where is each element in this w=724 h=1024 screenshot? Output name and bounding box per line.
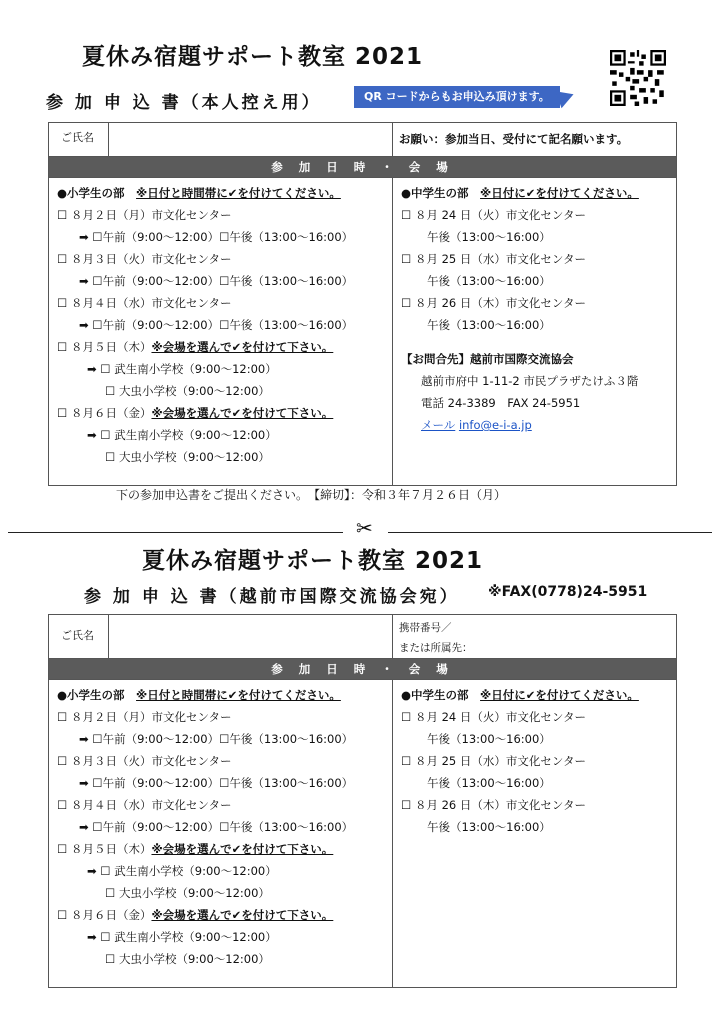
- bottom-venue-checkbox-omushi-aug6[interactable]: ☐ 大虫小学校（9:00～12:00）: [105, 952, 270, 966]
- cut-line-right: [388, 532, 712, 533]
- fax-number: ※FAX(0778)24-5951: [488, 584, 648, 600]
- junior-high-column: [393, 178, 677, 486]
- application-form-copy: [48, 122, 677, 486]
- contact-address: 越前市府中 1-11-2 市民プラザたけふ３階: [421, 374, 639, 388]
- date-checkbox-aug6[interactable]: ☐ ８月６日（金）: [57, 406, 152, 420]
- phone-label: 携帯番号／: [399, 622, 452, 634]
- bottom-date-checkbox-aug6[interactable]: ☐ ８月６日（金）: [57, 908, 152, 922]
- bottom-elementary-header: ●小学生の部: [57, 688, 125, 702]
- bottom-junior-high-note: ※日付に✔を付けてください。: [480, 688, 639, 702]
- date-checkbox-aug26[interactable]: ☐ ８月 26 日（木）市文化センター: [401, 296, 586, 310]
- qr-callout: QR コードからもお申込み頂けます。: [354, 86, 560, 108]
- time-aug24: 午後（13:00～16:00）: [427, 230, 551, 244]
- venue-checkbox-omushi-aug5[interactable]: ☐ 大虫小学校（9:00～12:00）: [105, 384, 270, 398]
- date-checkbox-aug25[interactable]: ☐ ８月 25 日（水）市文化センター: [401, 252, 586, 266]
- date-checkbox-aug5[interactable]: ☐ ８月５日（木）: [57, 340, 152, 354]
- venue-checkbox-takefuminami-aug5[interactable]: ➡ ☐ 武生南小学校（9:00～12:00）: [87, 362, 277, 376]
- bottom-date-checkbox-aug2[interactable]: ☐ ８月２日（月）市文化センター: [57, 710, 232, 724]
- bottom-junior-high-column: [393, 680, 677, 988]
- page-title: 夏休み宿題サポート教室 2021: [82, 44, 424, 70]
- bottom-elementary-note: ※日付と時間帯に✔を付けてください。: [136, 688, 341, 702]
- application-form-submit: [48, 614, 677, 988]
- bottom-date-checkbox-aug24[interactable]: ☐ ８月 24 日（火）市文化センター: [401, 710, 586, 724]
- contact-label: 【お問合先】: [401, 352, 470, 366]
- venue-checkbox-takefuminami-aug6[interactable]: ➡ ☐ 武生南小学校（9:00～12:00）: [87, 428, 277, 442]
- bottom-name-label: ご氏名: [49, 615, 109, 659]
- date-checkbox-aug24[interactable]: ☐ ８月 24 日（火）市文化センター: [401, 208, 586, 222]
- name-field[interactable]: [109, 123, 393, 157]
- venue-note-aug5: ※会場を選んで✔を付けて下さい。: [151, 340, 334, 354]
- bottom-time-aug26: 午後（13:00～16:00）: [427, 820, 551, 834]
- contact-phone: 電話 24-3389 FAX 24-5951: [421, 396, 581, 410]
- cut-line-left: [8, 532, 343, 533]
- name-label: ご氏名: [49, 123, 109, 157]
- venue-note-aug6: ※会場を選んで✔を付けて下さい。: [151, 406, 334, 420]
- scissors-icon: ✂: [356, 516, 373, 540]
- date-checkbox-aug4[interactable]: ☐ ８月４日（水）市文化センター: [57, 296, 232, 310]
- bottom-time-checkbox-aug4[interactable]: ➡ ☐午前（9:00～12:00）☐午後（13:00～16:00）: [79, 820, 354, 834]
- bottom-title: 夏休み宿題サポート教室 2021: [142, 548, 484, 574]
- bottom-venue-checkbox-takefuminami-aug6[interactable]: ➡ ☐ 武生南小学校（9:00～12:00）: [87, 930, 277, 944]
- time-aug26: 午後（13:00～16:00）: [427, 318, 551, 332]
- time-checkbox-aug4[interactable]: ➡ ☐午前（9:00～12:00）☐午後（13:00～16:00）: [79, 318, 354, 332]
- qr-code-icon[interactable]: [610, 50, 666, 106]
- contact-organization: 越前市国際交流協会: [470, 352, 574, 366]
- contact-mail-link[interactable]: info@e-i-a.jp: [458, 418, 532, 432]
- section-bar: 参 加 日 時 ・ 会 場: [49, 157, 677, 178]
- bottom-venue-checkbox-takefuminami-aug5[interactable]: ➡ ☐ 武生南小学校（9:00～12:00）: [87, 864, 277, 878]
- bottom-venue-note-aug6: ※会場を選んで✔を付けて下さい。: [151, 908, 334, 922]
- venue-checkbox-omushi-aug6[interactable]: ☐ 大虫小学校（9:00～12:00）: [105, 450, 270, 464]
- time-aug25: 午後（13:00～16:00）: [427, 274, 551, 288]
- junior-high-note: ※日付に✔を付けてください。: [480, 186, 639, 200]
- bottom-venue-checkbox-omushi-aug5[interactable]: ☐ 大虫小学校（9:00～12:00）: [105, 886, 270, 900]
- bottom-time-checkbox-aug2[interactable]: ➡ ☐午前（9:00～12:00）☐午後（13:00～16:00）: [79, 732, 354, 746]
- bottom-time-aug25: 午後（13:00～16:00）: [427, 776, 551, 790]
- bottom-date-checkbox-aug3[interactable]: ☐ ８月３日（火）市文化センター: [57, 754, 232, 768]
- bottom-date-checkbox-aug26[interactable]: ☐ ８月 26 日（木）市文化センター: [401, 798, 586, 812]
- bottom-time-checkbox-aug3[interactable]: ➡ ☐午前（9:00～12:00）☐午後（13:00～16:00）: [79, 776, 354, 790]
- elementary-note: ※日付と時間帯に✔を付けてください。: [136, 186, 341, 200]
- bottom-venue-note-aug5: ※会場を選んで✔を付けて下さい。: [151, 842, 334, 856]
- date-checkbox-aug3[interactable]: ☐ ８月３日（火）市文化センター: [57, 252, 232, 266]
- time-checkbox-aug3[interactable]: ➡ ☐午前（9:00～12:00）☐午後（13:00～16:00）: [79, 274, 354, 288]
- bottom-subtitle: 参 加 申 込 書（越前市国際交流協会宛）: [84, 587, 460, 607]
- affiliation-label: または所属先：: [399, 642, 473, 654]
- elementary-header: ●小学生の部: [57, 186, 125, 200]
- time-checkbox-aug2[interactable]: ➡ ☐午前（9:00～12:00）☐午後（13:00～16:00）: [79, 230, 354, 244]
- bottom-section-bar: 参 加 日 時 ・ 会 場: [49, 659, 677, 680]
- bottom-elementary-column: [49, 680, 393, 988]
- bottom-junior-high-header: ●中学生の部: [401, 688, 469, 702]
- form-subtitle: 参 加 申 込 書（本人控え用）: [46, 93, 322, 113]
- bottom-time-aug24: 午後（13:00～16:00）: [427, 732, 551, 746]
- bottom-date-checkbox-aug4[interactable]: ☐ ８月４日（水）市文化センター: [57, 798, 232, 812]
- bottom-date-checkbox-aug5[interactable]: ☐ ８月５日（木）: [57, 842, 152, 856]
- bottom-date-checkbox-aug25[interactable]: ☐ ８月 25 日（水）市文化センター: [401, 754, 586, 768]
- contact-mail-label: メール: [421, 418, 456, 432]
- phone-field[interactable]: [393, 615, 677, 659]
- elementary-column: [49, 178, 393, 486]
- bottom-name-field[interactable]: [109, 615, 393, 659]
- date-checkbox-aug2[interactable]: ☐ ８月２日（月）市文化センター: [57, 208, 232, 222]
- deadline-note: 下の参加申込書をご提出ください。 【締切】：令和３年７月２６日（月）: [116, 488, 507, 502]
- request-note: お願い：参加当日、受付にて記名願います。: [393, 123, 677, 157]
- junior-high-header: ●中学生の部: [401, 186, 469, 200]
